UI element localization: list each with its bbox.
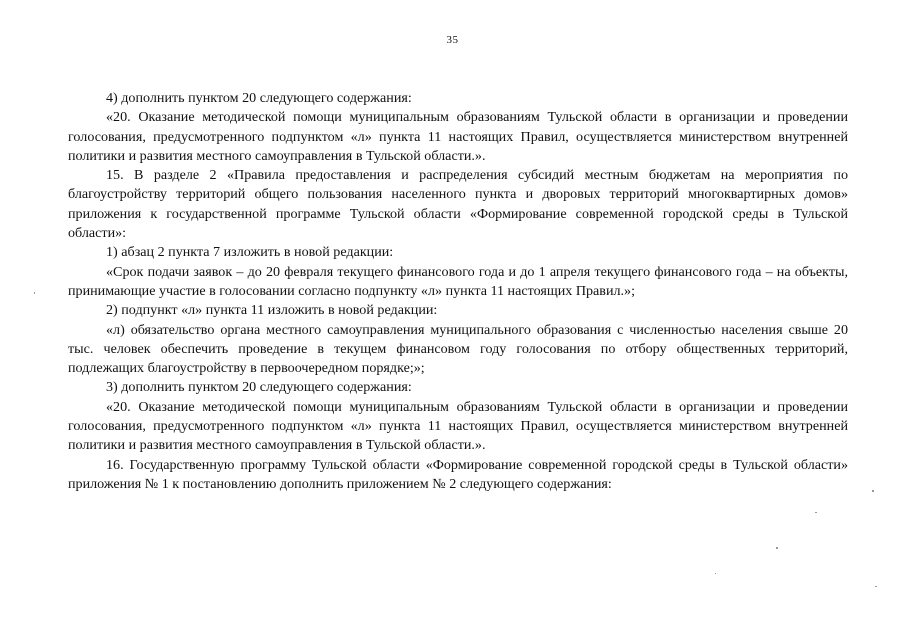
paragraph-item-4-intro: 4) дополнить пунктом 20 следующего содержания: bbox=[106, 90, 412, 106]
paragraph-item-1-intro: 1) абзац 2 пункта 7 изложить в новой редакции: bbox=[106, 244, 394, 261]
scan-speck bbox=[34, 292, 35, 294]
scan-speck bbox=[776, 547, 778, 549]
page-number: 35 bbox=[446, 34, 459, 46]
paragraph-subpoint-l-text: «л) обязательство органа местного самоуправления муниципального образования с численностью населения свыше 20 тыс. человек обеспечить проведение в текущем финансовом году голосования по отбору общественных территорий, подлежащих благоустройству в первоочередном порядке;»; bbox=[68, 321, 848, 377]
paragraph-section-15: 15. В разделе 2 «Правила предоставления и распределения субсидий местным бюджетам на мероприятия по благоустройству территорий общего пользования населенного пункта и дворовых территорий многоквартирных домов» приложения к государственной программе Тульской области «Формирование современной городской среды в Тульской области»: bbox=[68, 167, 848, 242]
scan-speck bbox=[715, 573, 716, 574]
document-body bbox=[68, 89, 848, 494]
paragraph-point-20-repeat: «20. Оказание методической помощи муниципальным образованиям Тульской области в организации и проведении голосования, предусмотренного подпунктом «л» пункта 11 настоящих Правил, осуществляется министерством внутренней политики и развития местного самоуправления в Тульской области.». bbox=[68, 398, 848, 454]
scan-speck bbox=[815, 512, 817, 513]
paragraph-item-2-intro: 2) подпункт «л» пункта 11 изложить в новой редакции: bbox=[106, 302, 438, 319]
scan-speck bbox=[872, 490, 874, 492]
paragraph-item-3-intro: 3) дополнить пунктом 20 следующего содержания: bbox=[106, 379, 412, 396]
scan-speck bbox=[875, 586, 877, 587]
paragraph-section-16: 16. Государственную программу Тульской области «Формирование современной городской среды в Тульской области» приложения № 1 к постановлению дополнить приложением № 2 следующего содержания: bbox=[68, 456, 848, 492]
paragraph-point-20-text: «20. Оказание методической помощи муниципальным образованиям Тульской области в организации и проведении голосования, предусмотренного подпунктом «л» пункта 11 настоящих Правил, осуществляется министерством внутренней политики и развития местного самоуправления в Тульской области.». bbox=[68, 109, 848, 164]
paragraph-deadline-text: «Срок подачи заявок – до 20 февраля текущего финансового года и до 1 апреля текущего финансового года – на объекты, принимающие участие в голосовании согласно подпункту «л» пункта 11 настоящих Правил.»; bbox=[68, 263, 848, 299]
